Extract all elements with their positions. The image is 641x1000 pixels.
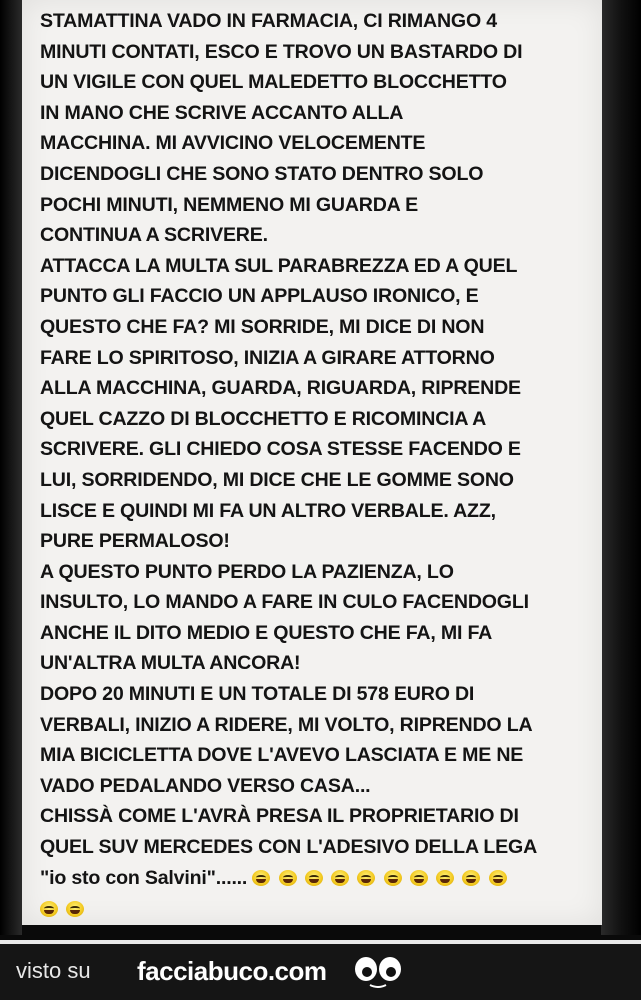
laughing-face-icon: [40, 901, 58, 917]
laughing-face-icon: [252, 870, 270, 886]
note-line: LISCE E QUINDI MI FA UN ALTRO VERBALE. AZZ,: [40, 499, 496, 522]
note-line: CONTINUA A SCRIVERE.: [40, 224, 268, 247]
note-line: A QUESTO PUNTO PERDO LA PAZIENZA, LO: [40, 560, 454, 583]
note-line: QUEL CAZZO DI BLOCCHETTO E RICOMINCIA A: [40, 407, 487, 430]
note-line: ATTACCA LA MULTA SUL PARABREZZA ED A QUEL: [40, 254, 518, 277]
note-last-line: [40, 863, 588, 894]
note-line: VERBALI, INIZIO A RIDERE, MI VOLTO, RIPRENDO LA: [40, 713, 533, 736]
left-phone-edge: [0, 0, 22, 935]
brand-link[interactable]: facciabuco.com: [137, 956, 327, 986]
quote-text: "io sto con Salvini"......: [40, 866, 248, 889]
note-emoji-line: [40, 894, 588, 925]
note-line: IN MANO CHE SCRIVE ACCANTO ALLA: [40, 101, 404, 124]
note-line: UN'ALTRA MULTA ANCORA!: [40, 652, 301, 675]
note-line: DICENDOGLI CHE SONO STATO DENTRO SOLO: [40, 162, 484, 185]
laughing-face-icon: [410, 870, 428, 886]
note-line: PUNTO GLI FACCIO UN APPLAUSO IRONICO, E: [40, 285, 479, 308]
note-line: FARE LO SPIRITOSO, INIZIA A GIRARE ATTORNO: [40, 346, 495, 369]
note-line: STAMATTINA VADO IN FARMACIA, CI RIMANGO 4: [40, 10, 497, 32]
laughing-face-icon: [331, 870, 349, 886]
note-line: UN VIGILE CON QUEL MALEDETTO BLOCCHETTO: [40, 71, 507, 94]
laughing-face-icon: [462, 870, 480, 886]
note-line: MACCHINA. MI AVVICINO VELOCEMENTE: [40, 132, 426, 155]
laughing-face-icon: [66, 901, 84, 917]
note-card: [22, 0, 602, 925]
note-line: QUEL SUV MERCEDES CON L'ADESIVO DELLA LEGA: [40, 836, 538, 859]
laughing-face-icon: [489, 870, 507, 886]
note-line: SCRIVERE. GLI CHIEDO COSA STESSE FACENDO E: [40, 438, 521, 461]
note-line: INSULTO, LO MANDO A FARE IN CULO FACENDOGLI: [40, 591, 529, 614]
note-line: DOPO 20 MINUTI E UN TOTALE DI 578 EURO DI: [40, 683, 475, 706]
note-line: PURE PERMALOSO!: [40, 530, 230, 553]
googly-eyes-icon: [352, 956, 408, 988]
emoji-row: [252, 863, 509, 894]
laughing-face-icon: [384, 870, 402, 886]
laughing-face-icon: [305, 870, 323, 886]
note-body: [22, 0, 602, 924]
note-line: LUI, SORRIDENDO, MI DICE CHE LE GOMME SONO: [40, 468, 514, 491]
note-line: QUESTO CHE FA? MI SORRIDE, MI DICE DI NON: [40, 315, 485, 338]
laughing-face-icon: [436, 870, 454, 886]
footer-bar: [0, 940, 641, 1000]
note-line: MIA BICICLETTA DOVE L'AVEVO LASCIATA E ME NE: [40, 744, 524, 767]
laughing-face-icon: [279, 870, 297, 886]
note-line: VADO PEDALANDO VERSO CASA...: [40, 774, 371, 797]
note-line: MINUTI CONTATI, ESCO E TROVO UN BASTARDO DI: [40, 40, 523, 63]
note-line: POCHI MINUTI, NEMMENO MI GUARDA E: [40, 193, 419, 216]
note-line: ANCHE IL DITO MEDIO E QUESTO CHE FA, MI FA: [40, 621, 493, 644]
note-line: ALLA MACCHINA, GUARDA, RIGUARDA, RIPRENDE: [40, 377, 521, 400]
laughing-face-icon: [357, 870, 375, 886]
note-line: CHISSÀ COME L'AVRÀ PRESA IL PROPRIETARIO DI: [40, 805, 519, 828]
seen-on-label: visto su: [16, 958, 91, 983]
right-phone-edge: [601, 0, 641, 935]
